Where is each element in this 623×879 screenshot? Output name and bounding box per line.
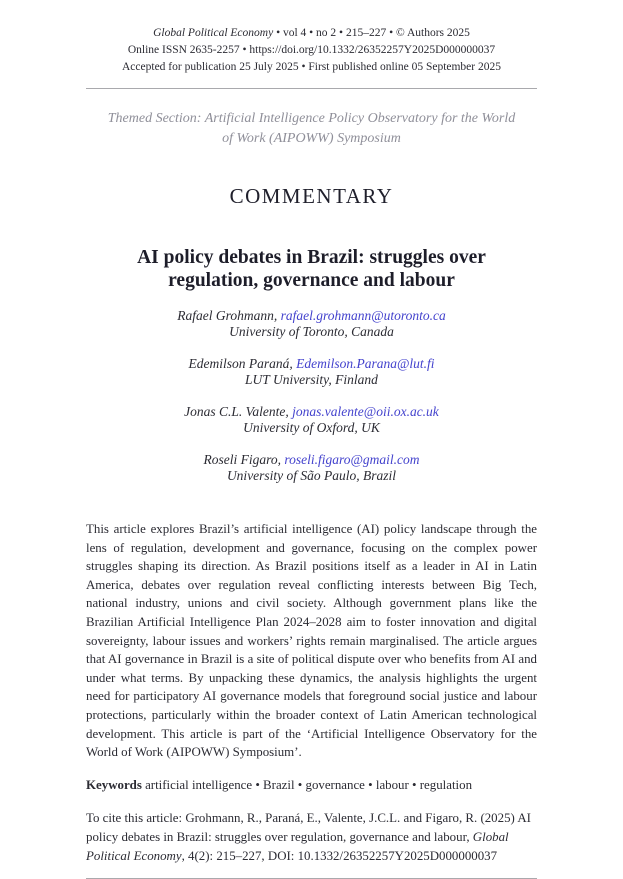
author-name-line — [86, 404, 537, 420]
citation-suffix: , 4(2): 215–227, DOI: 10.1332/26352257Y2025D000000037 — [181, 848, 498, 863]
keywords-items: artificial intelligence • Brazil • governance • labour • regulation — [141, 777, 473, 792]
journal-header — [86, 25, 537, 76]
journal-name: Global Political Economy — [153, 27, 274, 39]
issn-doi-line: Online ISSN 2635-2257 • https://doi.org/10.1332/26352257Y2025D000000037 — [127, 44, 496, 56]
publication-dates-line: Accepted for publication 25 July 2025 • First published online 05 September 2025 — [122, 61, 501, 73]
header-divider — [86, 88, 537, 89]
author-affiliation: LUT University, Finland — [245, 372, 378, 387]
abstract-text: This article explores Brazil’s artificial intelligence (AI) policy landscape through the lens of regulation, development and governance, focusing on the complex power struggles shaping its direction. As Brazil positions itself as a leader in AI in Latin America, debates over regulation reveal conflicting interests between Big Tech, national industry, unions and civil society. Although government plans like the Brazilian Artificial Intelligence Plan 2024–2028 aim to foster innovation and digital sovereignty, labour issues and workers’ rights remain marginalised. The article argues that AI governance in Brazil is a site of political dispute over who benefits from AI and under what terms. By unpacking these dynamics, the analysis highlights the urgent need for participatory AI governance models that foreground social justice and labour protections, particularly within the broader context of Latin American technological development. This article is part of the ‘Artificial Intelligence Observatory for the World of Work (AIPOWW) Symposium’. — [86, 522, 537, 760]
author-email-link[interactable]: jonas.valente@oii.ox.ac.uk — [292, 404, 439, 419]
author-name-line — [86, 356, 537, 372]
keywords-label: Keywords — [86, 777, 142, 792]
author-block — [86, 308, 537, 340]
author-email-link[interactable]: Edemilson.Parana@lut.fi — [296, 356, 435, 371]
citation-prefix: To cite this article: Grohmann, R., Paraná, E., Valente, J.C.L. and Figaro, R. (2025) AI policy debates in Brazil: struggles over regulation, governance and labour, — [86, 811, 531, 844]
author-block — [86, 404, 537, 436]
author-block — [86, 356, 537, 388]
author-block — [86, 452, 537, 484]
author-email-link[interactable]: rafael.grohmann@utoronto.ca — [280, 308, 446, 323]
author-name: Edemilson Paraná, — [188, 356, 297, 371]
author-name-line — [86, 308, 537, 324]
author-name: Roseli Figaro, — [203, 452, 285, 467]
article-type-heading: COMMENTARY — [229, 184, 394, 208]
author-list — [86, 308, 537, 484]
journal-volume-info: • vol 4 • no 2 • 215–227 • © Authors 2025 — [273, 27, 470, 39]
author-email-link[interactable]: roseli.figaro@gmail.com — [284, 452, 420, 467]
article-title: AI policy debates in Brazil: struggles over regulation, governance and labour — [137, 247, 486, 291]
journal-volume-line — [86, 25, 537, 42]
keywords-line — [86, 776, 537, 795]
article-first-page — [86, 0, 537, 879]
author-name: Jonas C.L. Valente, — [184, 404, 293, 419]
themed-section-label: Themed Section: Artificial Intelligence Policy Observatory for the World of Work (AIPOWW) Symposium — [107, 111, 516, 146]
author-affiliation: University of Oxford, UK — [243, 420, 380, 435]
author-name: Rafael Grohmann, — [177, 308, 281, 323]
citation-block — [86, 809, 537, 865]
citation-journal-name: Global Political Economy — [86, 829, 509, 863]
author-affiliation: University of Toronto, Canada — [229, 324, 394, 339]
author-name-line — [86, 452, 537, 468]
author-affiliation: University of São Paulo, Brazil — [226, 468, 397, 483]
